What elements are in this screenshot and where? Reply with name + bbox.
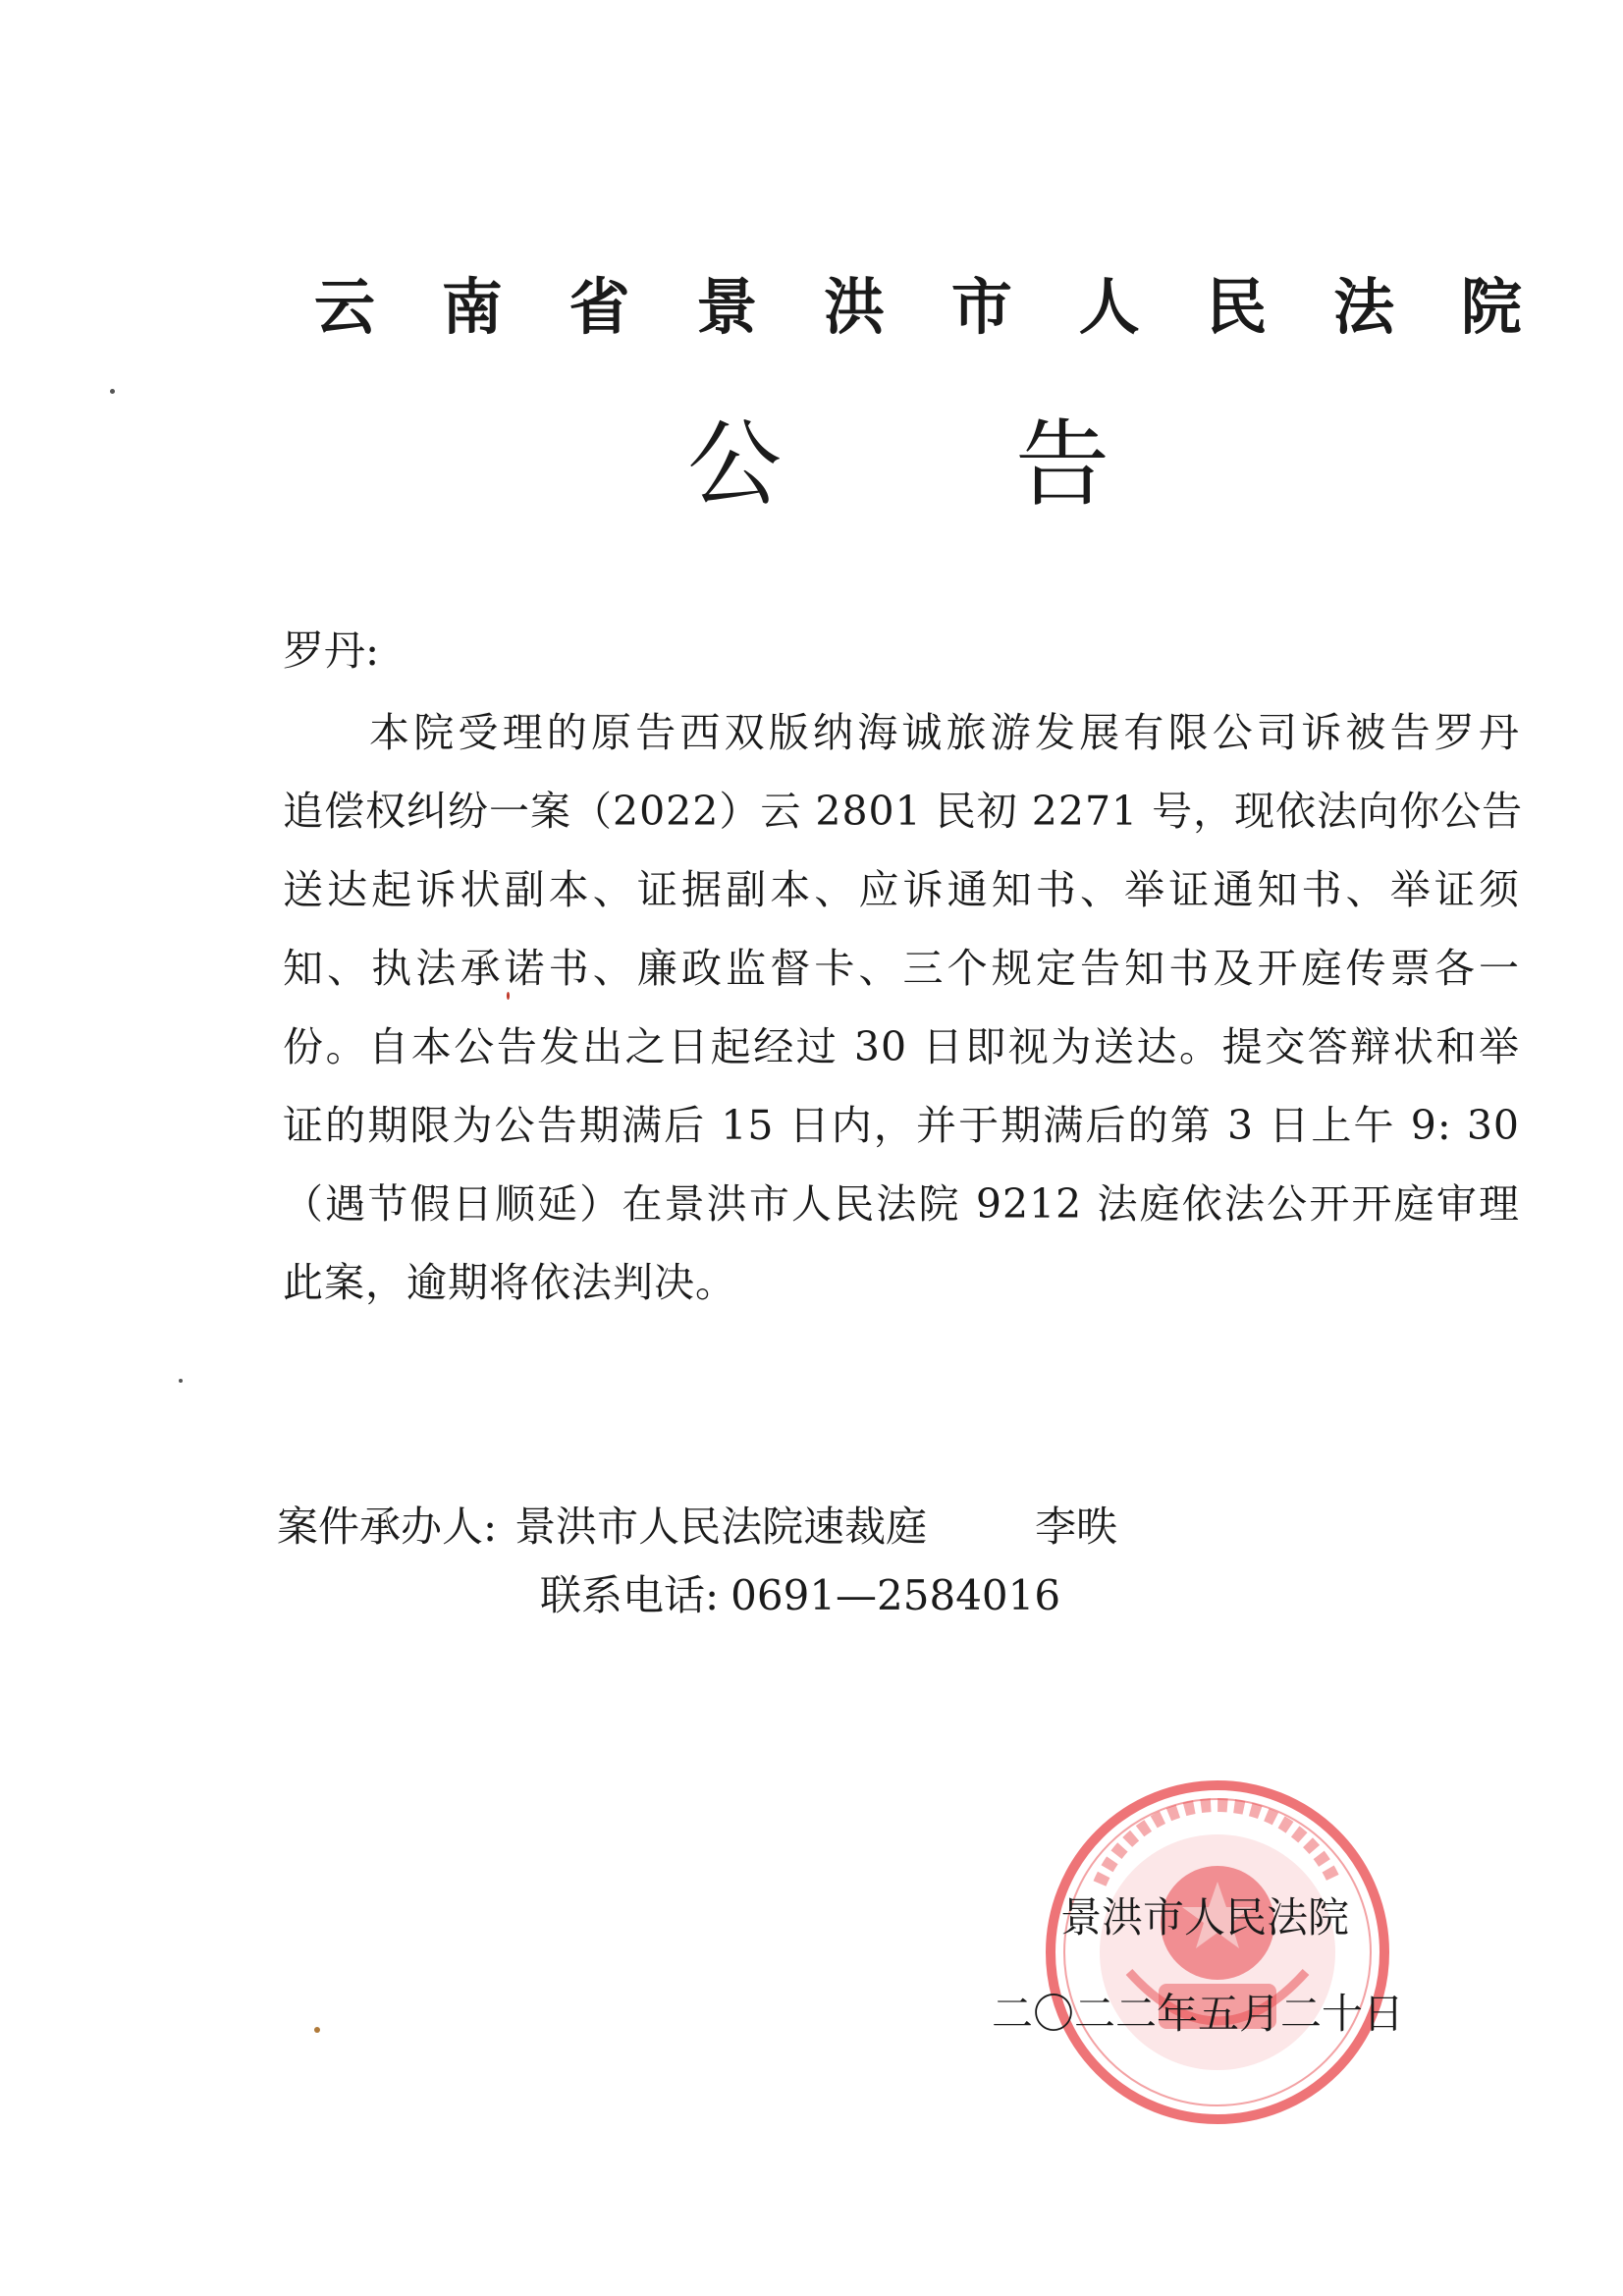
court-title bbox=[314, 257, 1522, 346]
court-title-char: 南 bbox=[441, 270, 503, 343]
scan-speck bbox=[507, 992, 510, 1000]
contact-phone-number: 0691—2584016 bbox=[730, 1571, 1061, 1619]
court-title-char: 省 bbox=[568, 270, 630, 343]
notice-title bbox=[687, 393, 1109, 520]
addressee: 罗丹: bbox=[283, 627, 380, 675]
issue-date: 二〇二二年五月二十日 bbox=[992, 1990, 1405, 2038]
court-title-char: 人 bbox=[1078, 270, 1140, 343]
court-title-char: 法 bbox=[1333, 270, 1395, 343]
body-line: 知、执法承诺书、廉政监督卡、三个规定告知书及开庭传票各一 bbox=[283, 945, 1520, 992]
issuing-court: 景洪市人民法院 bbox=[1060, 1893, 1350, 1941]
scan-speck bbox=[110, 389, 115, 394]
court-title-char: 市 bbox=[950, 270, 1012, 343]
body-line: 份。自本公告发出之日起经过 30 日即视为送达。提交答辩状和举 bbox=[283, 1023, 1520, 1070]
notice-body bbox=[283, 693, 1524, 1322]
notice-title-char: 公 bbox=[687, 409, 782, 519]
court-title-char: 院 bbox=[1460, 270, 1522, 343]
court-title-char: 洪 bbox=[824, 270, 886, 343]
scan-speck bbox=[314, 2027, 320, 2033]
body-line: （遇节假日顺延）在景洪市人民法院 9212 法庭依法公开开庭审理 bbox=[283, 1180, 1520, 1228]
court-title-char: 云 bbox=[314, 270, 376, 343]
case-handler-unit: 景洪市人民法院速裁庭 bbox=[514, 1503, 928, 1551]
scan-speck bbox=[179, 1379, 183, 1383]
case-handler-label: 案件承办人: bbox=[277, 1503, 498, 1551]
court-seal-icon bbox=[1041, 1776, 1394, 2129]
body-line: 本院受理的原告西双版纳海诚旅游发展有限公司诉被告罗丹 bbox=[369, 709, 1520, 756]
contact-phone bbox=[540, 1563, 1060, 1628]
court-title-char: 景 bbox=[696, 270, 758, 343]
case-handler bbox=[277, 1495, 1117, 1559]
body-line: 送达起诉状副本、证据副本、应诉通知书、举证通知书、举证须 bbox=[283, 866, 1520, 913]
case-handler-name: 李昳 bbox=[1035, 1503, 1118, 1551]
court-title-char: 民 bbox=[1206, 270, 1268, 343]
notice-title-char: 告 bbox=[1015, 409, 1109, 519]
contact-phone-label: 联系电话: bbox=[540, 1571, 720, 1619]
body-line: 证的期限为公告期满后 15 日内，并于期满后的第 3 日上午 9: 30 bbox=[283, 1102, 1520, 1149]
body-line: 此案，逾期将依法判决。 bbox=[283, 1259, 736, 1306]
body-line: 追偿权纠纷一案（2022）云 2801 民初 2271 号，现依法向你公告 bbox=[283, 788, 1524, 835]
